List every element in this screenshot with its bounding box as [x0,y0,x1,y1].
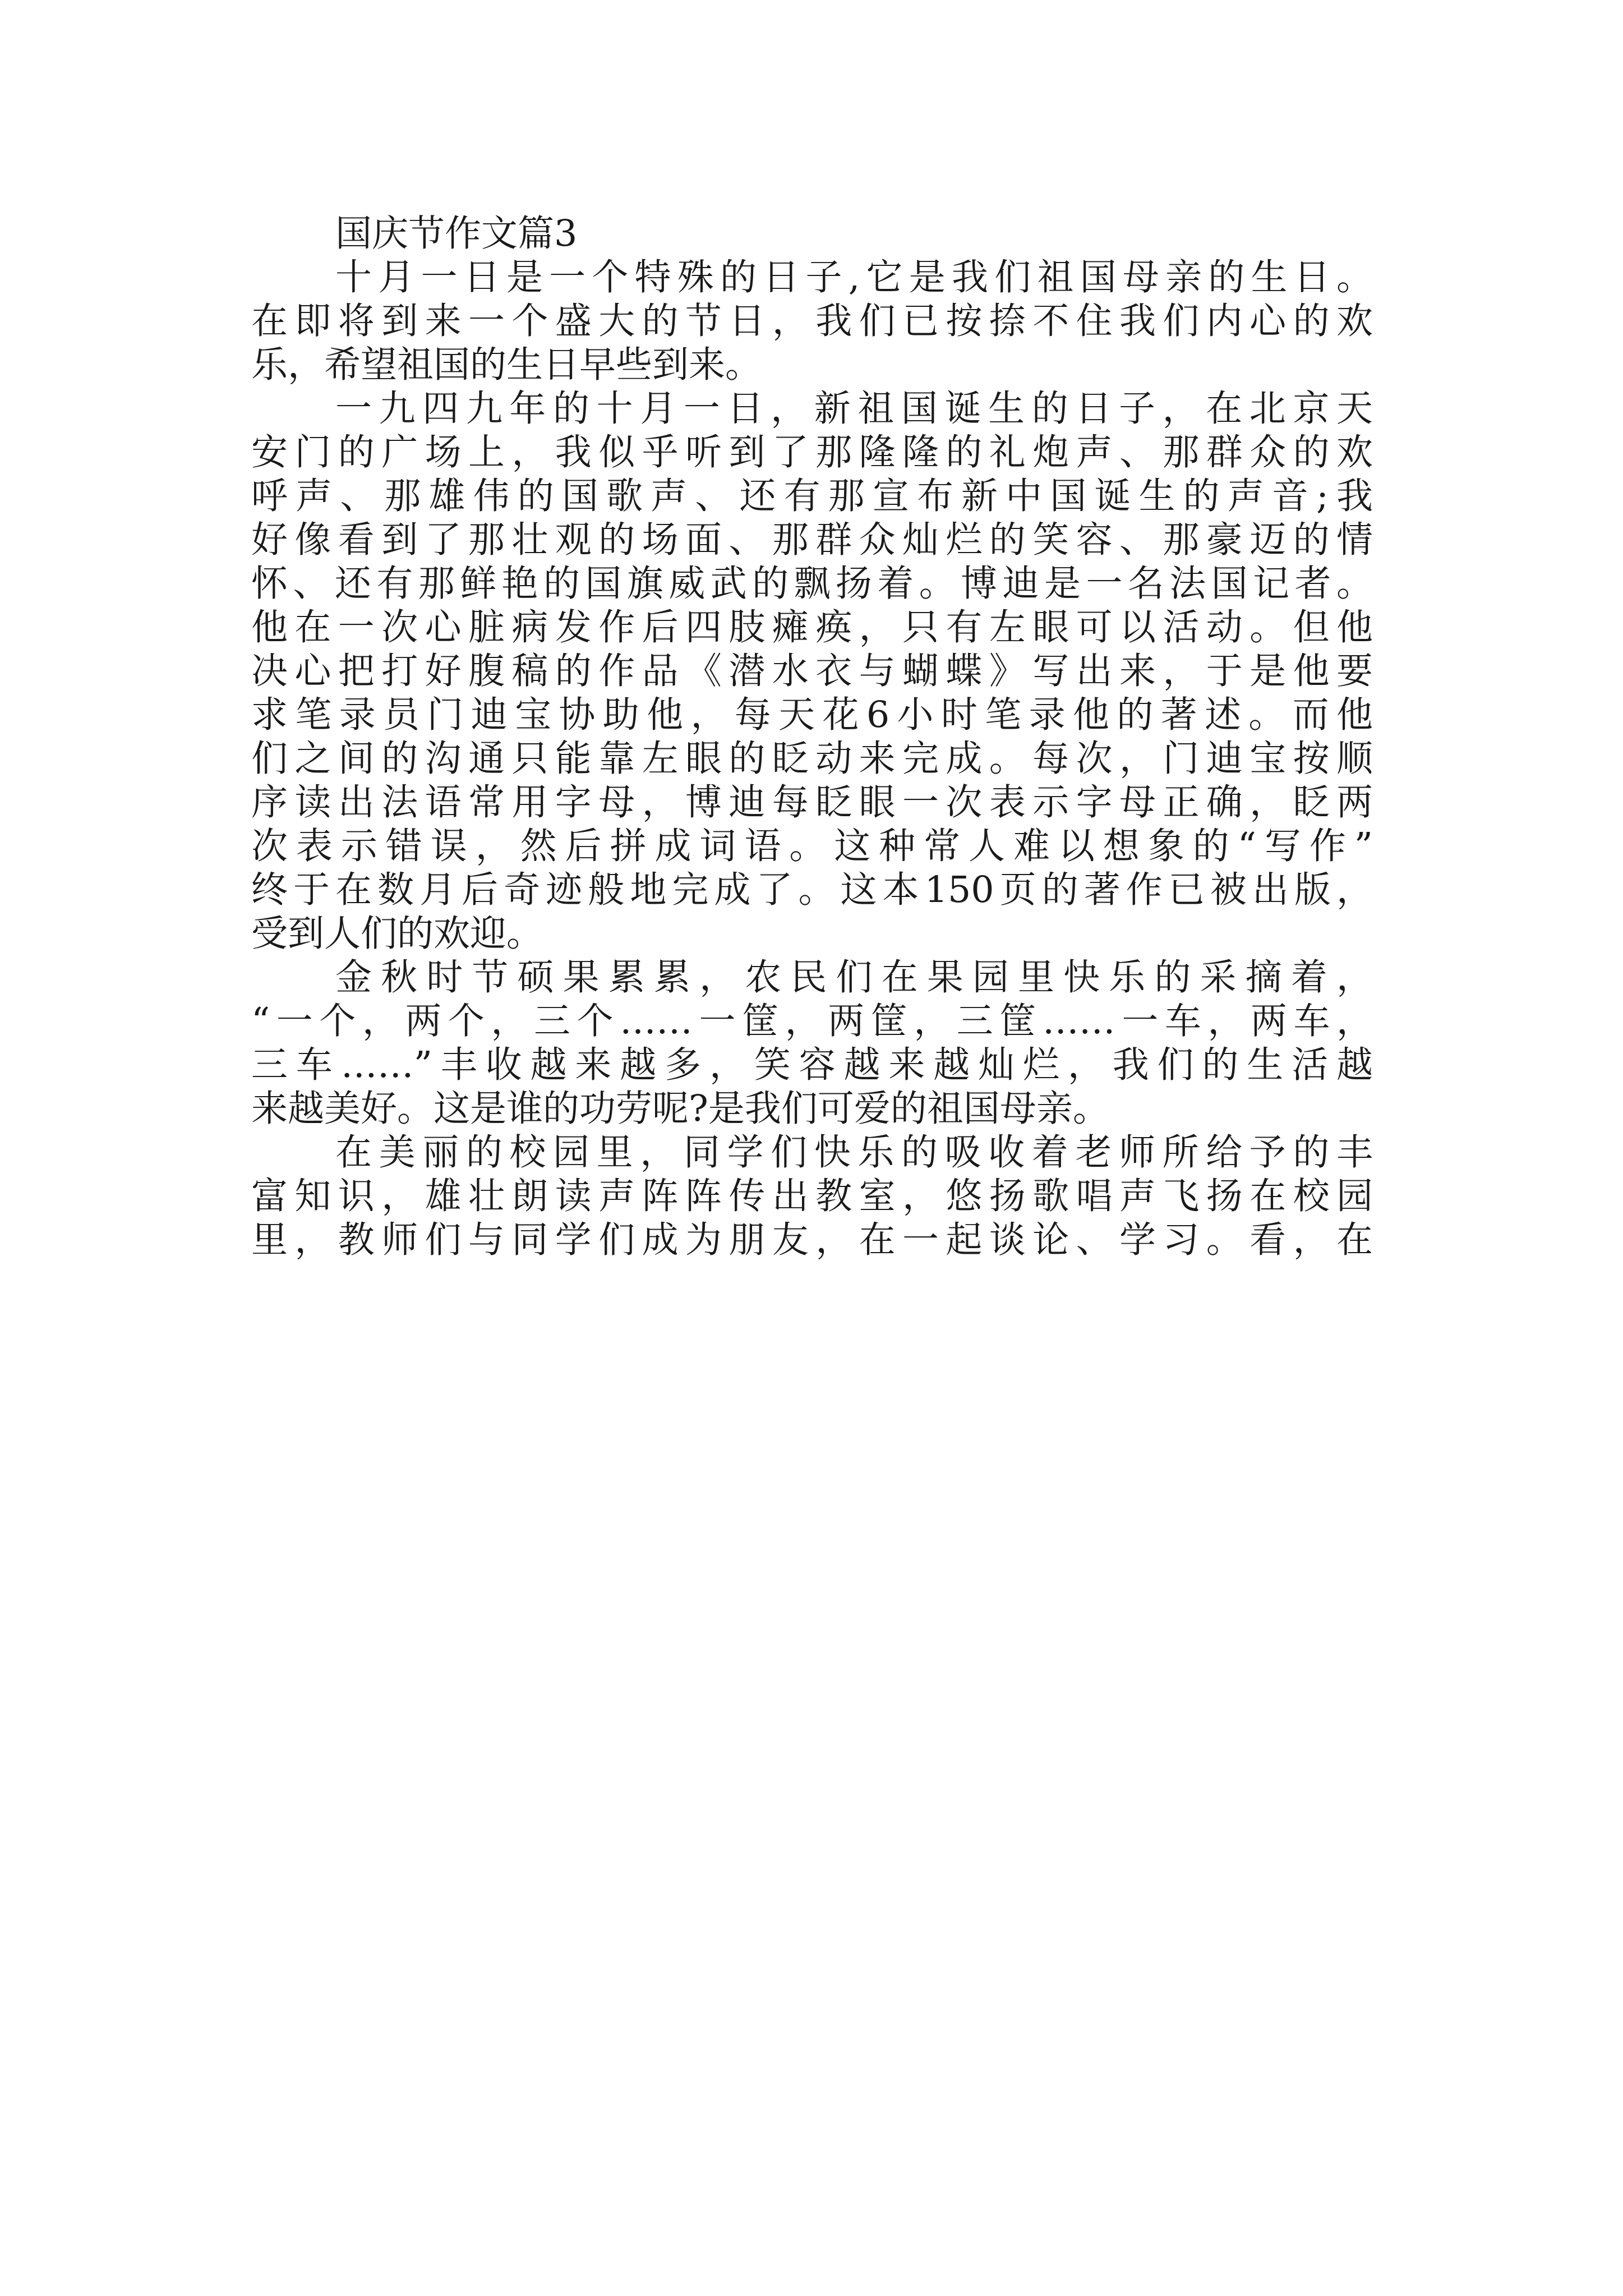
text-line: 他在一次心脏病发作后四肢瘫痪，只有左眼可以活动。但他 [251,606,1373,648]
text-line: 怀、还有那鲜艳的国旗威武的飘扬着。博迪是一名法国记者。 [251,563,1373,605]
text-line: 序读出法语常用字母，博迪每眨眼一次表示字母正确，眨两 [251,781,1373,823]
paragraph-1 [251,256,1373,387]
text-line: 一九四九年的十月一日，新祖国诞生的日子，在北京天 [335,388,1373,430]
text-line: 次表示错误，然后拼成词语。这种常人难以想象的“写作” [251,825,1373,867]
text-line: 终于在数月后奇迹般地完成了。这本150页的著作已被出版， [251,869,1373,911]
text-line: 十月一日是一个特殊的日子,它是我们祖国母亲的生日。 [335,256,1373,298]
text-line: 呼声、那雄伟的国歌声、还有那宣布新中国诞生的声音;我 [251,475,1373,517]
text-line: 求笔录员门迪宝协助他，每天花6小时笔录他的著述。而他 [251,694,1373,736]
text-line: 决心把打好腹稿的作品《潜水衣与蝴蝶》写出来，于是他要 [251,650,1373,692]
text-line: 在即将到来一个盛大的节日，我们已按捺不住我们内心的欢 [251,300,1373,342]
paragraph-3 [251,956,1373,1131]
text-line: 乐，希望祖国的生日早些到来。 [251,344,762,386]
text-line: 三车……”丰收越来越多，笑容越来越灿烂，我们的生活越 [251,1044,1373,1086]
paragraph-2 [251,387,1373,956]
text-line: 在美丽的校园里，同学们快乐的吸收着老师所给予的丰 [335,1131,1373,1174]
text-line: 里，教师们与同学们成为朋友，在一起谈论、学习。看，在 [251,1219,1373,1261]
document-title: 国庆节作文篇3 [335,213,578,255]
text-line: “一个，两个，三个……一筐，两筐，三筐……一车，两车， [251,1000,1373,1042]
document-body [251,212,1373,1262]
paragraph-4 [251,1131,1373,1262]
text-line: 金秋时节硕果累累，农民们在果园里快乐的采摘着， [335,956,1373,999]
text-line: 富知识，雄壮朗读声阵阵传出教室，悠扬歌唱声飞扬在校园 [251,1175,1373,1217]
text-line: 受到人们的欢迎。 [251,913,543,955]
text-line: 好像看到了那壮观的场面、那群众灿烂的笑容、那豪迈的情 [251,519,1373,561]
text-line: 们之间的沟通只能靠左眼的眨动来完成。每次，门迪宝按顺 [251,738,1373,780]
text-line: 安门的广场上，我似乎听到了那隆隆的礼炮声、那群众的欢 [251,431,1373,473]
text-line: 来越美好。这是谁的功劳呢?是我们可爱的祖国母亲。 [251,1088,1109,1130]
